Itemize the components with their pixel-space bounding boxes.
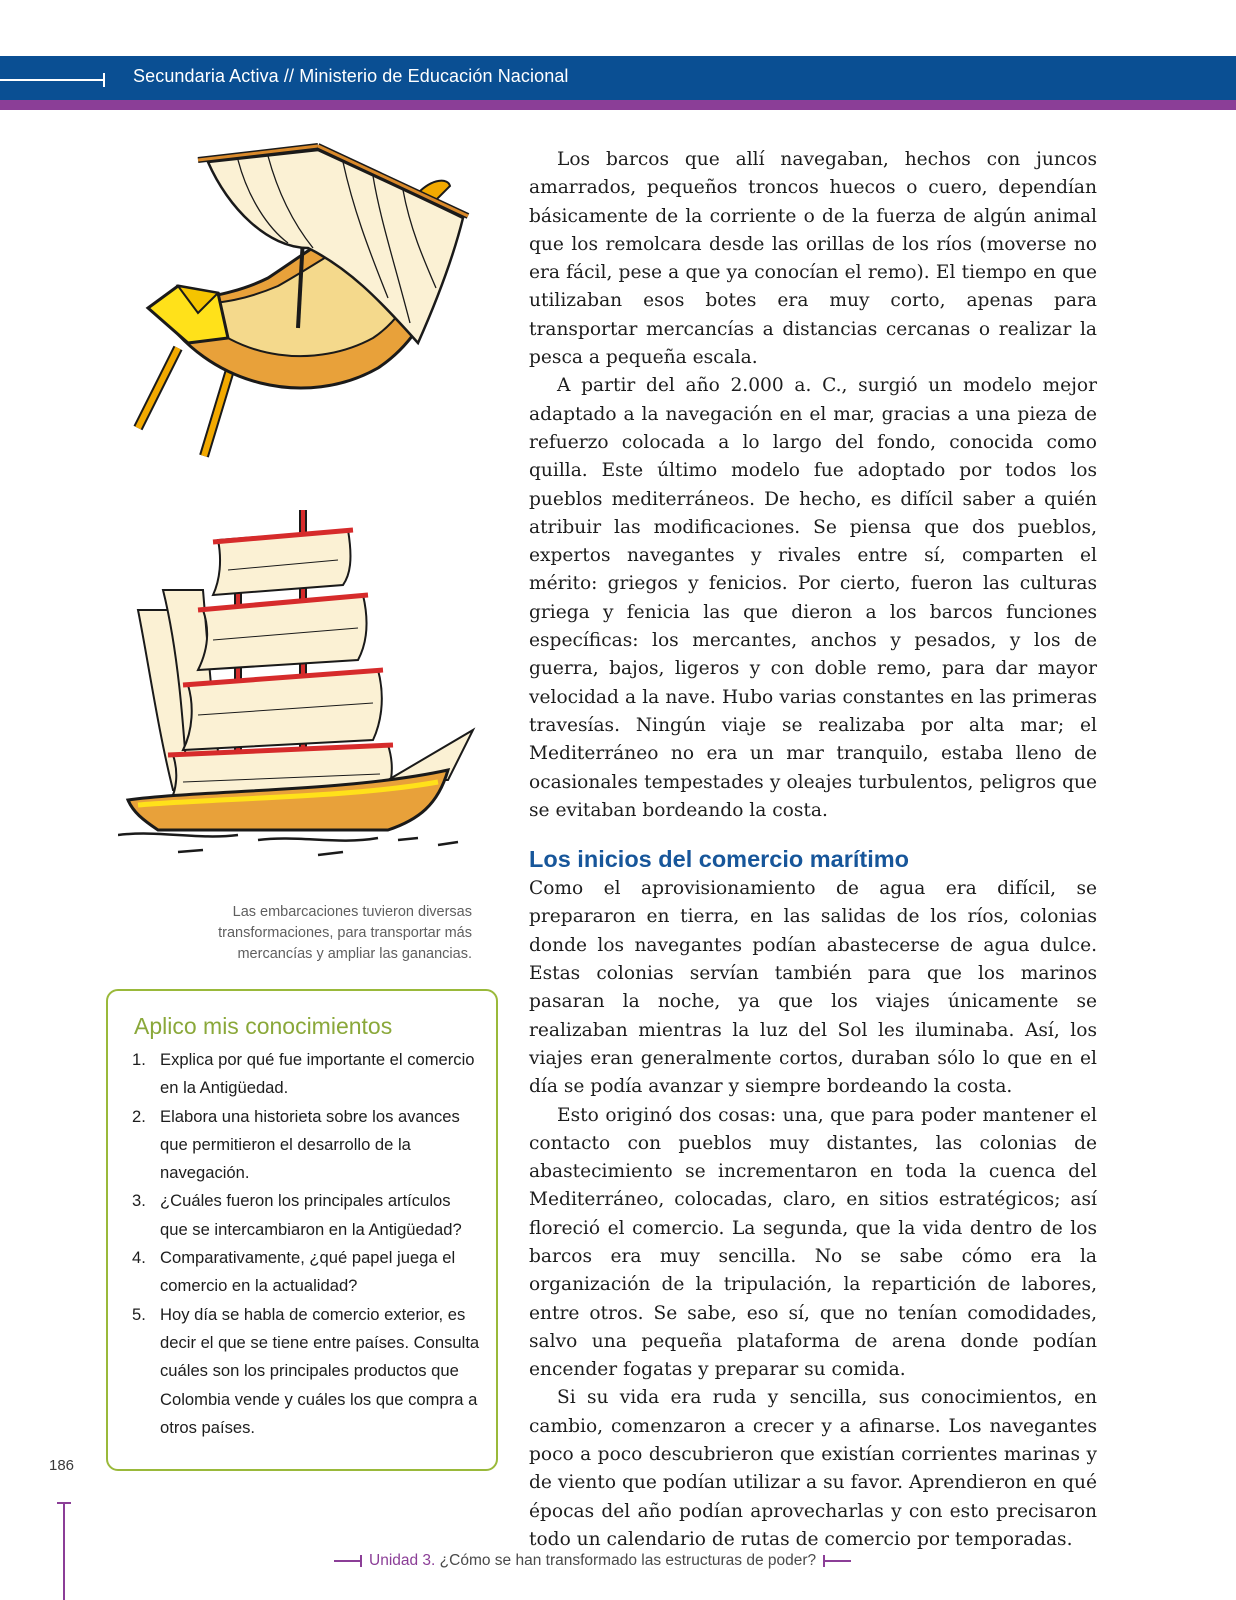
item-number: 2. <box>132 1106 146 1126</box>
item-text: Hoy día se habla de comercio exterior, es decir el que se tiene entre países. Consulta cuáles son los principales productos que Colombia vende y cuáles los que compra a otros países. <box>160 1304 480 1437</box>
footer-bar-left <box>334 1560 362 1562</box>
header-rule <box>0 79 104 81</box>
list-item <box>132 1103 482 1188</box>
list-item <box>132 1046 482 1103</box>
figure-caption: Las embarcaciones tuvieron diversas transformaciones, para transportar más mercancías y ampliar las ganancias. <box>218 904 472 962</box>
item-text: Comparativamente, ¿qué papel juega el comercio en la actualidad? <box>160 1248 456 1296</box>
header-stripe <box>0 100 1236 110</box>
item-text: Elabora una historieta sobre los avances que permitieron el desarrollo de la navegación. <box>160 1106 460 1183</box>
list-item <box>132 1301 482 1442</box>
footer-question: ¿Cómo se han transformado las estructuras de poder? <box>439 1552 817 1569</box>
sailing-ship-illustration <box>118 500 498 880</box>
header-tick <box>103 73 105 87</box>
paragraph: A partir del año 2.000 a. C., surgió un modelo mejor adaptado a la navegación en el mar, gracias a una pieza de refuerzo colocada a lo largo del fondo, conocida como quilla. Este último modelo fue adoptado por todos los pueblos mediterráneos. De hecho, es difícil saber a quién atribuir las modificaciones. Se piensa que dos pueblos, expertos navegantes y rivales entre sí, comparten el mérito: griegos y fenicios. Por cierto, fueron las culturas griega y fenicia las que dieron a los barcos funciones específicas: los mercantes, anchos y pesados, y los de guerra, bajos, ligeros y con doble remo, para dar mayor velocidad a la nave. Hubo varias constantes en las primeras travesías. Ningún viaje se realizaba por alta mar; el Mediterráneo no era un mar tranquilo, estaba lleno de ocasionales tempestades y oleajes turbulentos, peligros que se evitaban bordeando la costa. <box>529 375 1097 821</box>
footer <box>334 1552 851 1570</box>
item-number: 4. <box>132 1248 146 1268</box>
footer-vline <box>63 1502 65 1600</box>
activity-title: Aplico mis conocimientos <box>134 1013 393 1039</box>
item-number: 5. <box>132 1304 146 1324</box>
item-number: 1. <box>132 1050 146 1069</box>
page-number: 186 <box>49 1457 75 1474</box>
ancient-boat-illustration <box>118 138 498 478</box>
footer-label <box>369 1552 816 1570</box>
item-text: ¿Cuáles fueron los principales artículos que se intercambiaron en la Antigüedad? <box>160 1191 462 1239</box>
footer-unit: Unidad 3. <box>369 1552 436 1569</box>
main-text <box>529 146 1097 1554</box>
paragraph: Esto originó dos cosas: una, que para poder mantener el contacto con pueblos muy distantes, las colonias de abastecimiento se incrementaron en toda la cuenca del Mediterráneo, colocadas, claro, en sitios estratégicos; así floreció el comercio. La segunda, que la vida dentro de los barcos era muy sencilla. No se sabe cómo era la organización de la tripulación, la repartición de labores, entre otros. Se sabe, eso sí, que no tenían comodidades, salvo una pequeña plataforma de arena donde podían encender fogatas y preparar su comida. <box>529 1104 1097 1381</box>
item-text: Explica por qué fue importante el comercio en la Antigüedad. <box>160 1050 475 1098</box>
header-title: Secundaria Activa // Ministerio de Educación Nacional <box>133 66 569 86</box>
paragraph: Si su vida era ruda y sencilla, sus conocimientos, en cambio, comenzaron a crecer y a afinarse. Los navegantes poco a poco descubrieron que existían corrientes marinas y de viento que podían utilizar a su favor. Aprendieron en qué épocas del año podían aprovecharlas y con esto precisaron todo un calendario de rutas de comercio por temporadas. <box>529 1387 1097 1550</box>
footer-bar-right <box>823 1560 851 1562</box>
paragraph: Los barcos que allí navegaban, hechos con juncos amarrados, pequeños troncos huecos o cuero, dependían básicamente de la corriente o de la fuerza de algún animal que los remolcara desde las orillas de los ríos (moverse no era fácil, pese a que ya conocían el remo). El tiempo en que utilizaban esos botes era muy corto, apenas para transportar mercancías a distancias cercanas o realizar la pesca a pequeña escala. <box>529 149 1097 369</box>
activity-list <box>132 1046 482 1442</box>
paragraph: Como el aprovisionamiento de agua era difícil, se prepararon en tierra, en las salidas de los ríos, colonias donde los navegantes podían abastecerse de agua dulce. Estas colonias servían también para que los marinos pasaran la noche, ya que los viajes únicamente se realizaban mientras la luz del Sol les iluminaba. Así, los viajes eran generalmente cortos, duraban sólo lo que en el día se podía avanzar y siempre bordeando la costa. <box>529 878 1097 1098</box>
activity-box <box>106 989 498 1471</box>
list-item <box>132 1244 482 1301</box>
section-heading: Los inicios del comercio marítimo <box>529 846 910 873</box>
item-number: 3. <box>132 1191 146 1211</box>
list-item <box>132 1187 482 1244</box>
